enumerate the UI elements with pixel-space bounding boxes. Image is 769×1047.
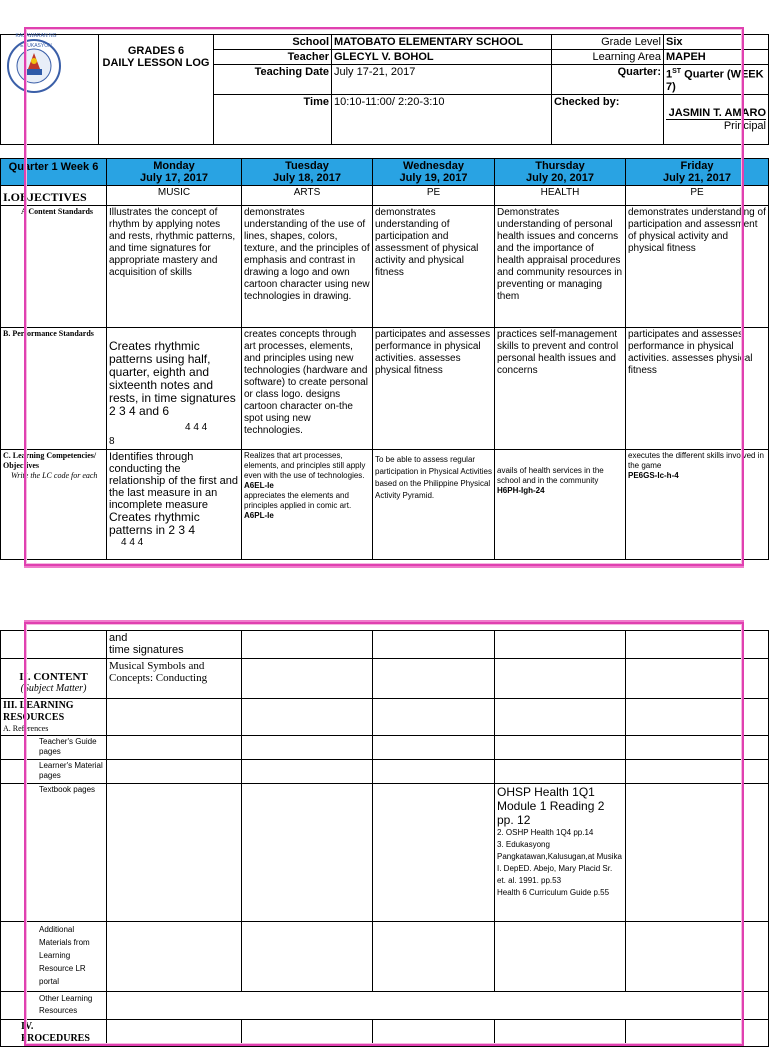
content-sub: (Subject Matter)	[20, 683, 87, 694]
comp-thu	[495, 450, 626, 560]
lm-label: Learner's Material pages	[1, 760, 107, 784]
cont-wed	[373, 631, 495, 659]
tg-label: Teacher's Guide pages	[1, 736, 107, 760]
comp-fri-text: executes the different skills involved in the game	[628, 451, 764, 470]
lr-tue	[242, 699, 373, 736]
comp-tue	[242, 450, 373, 560]
date-value: July 17-21, 2017	[332, 65, 552, 95]
comp-fri-code: PE6GS-Ic-h-4	[628, 471, 679, 480]
content-standards-label	[1, 206, 107, 328]
lm-thu	[495, 760, 626, 784]
comp-mon	[107, 450, 242, 560]
content-wed: demonstrates understanding of participation and assessment of physical activity and physical fitness	[373, 206, 495, 328]
content-tue: demonstrates understanding of the use of lines, shapes, colors, texture, and the principles of emphasis and contrast in drawing a logo and own cartoon character using new technologies in drawing.	[242, 206, 373, 328]
cont-fri	[626, 631, 769, 659]
add-fri	[626, 922, 769, 992]
comp-wed: To be able to assess regular participation in Physical Activities based on the Philippine Physical Activity Pyramid.	[373, 450, 495, 560]
content-mon: Illustrates the concept of rhythm by applying notes and rests, rhythmic patterns, and time signatures for appropriate mastery and acquisition of skills	[107, 206, 242, 328]
day-date-thu: July 20, 2017	[526, 172, 594, 184]
area-label: Learning Area	[552, 50, 664, 65]
tg-tue	[242, 736, 373, 760]
add-label: Additional Materials from Learning Resource LR portal	[1, 922, 107, 992]
school-value: MATOBATO ELEMENTARY SCHOOL	[332, 35, 552, 50]
area-value: MAPEH	[664, 50, 769, 65]
page-gap	[0, 570, 768, 620]
resources-label	[1, 699, 107, 736]
tg-wed	[373, 736, 495, 760]
cont-mon: and time signatures	[107, 631, 242, 659]
comp-tue-a: Realizes that art processes, elements, and principles still apply even with the use of technologies.	[244, 451, 366, 480]
content-label: Content Standards	[28, 207, 94, 216]
comp-mon-a: Identifies through conducting the relationship of the first and the last measure in an incomplete measure	[109, 451, 239, 511]
day-col-fri	[626, 159, 769, 186]
add-tue	[242, 922, 373, 992]
subject-fri: PE	[626, 186, 769, 206]
quarter-week: Quarter (WEEK 7)	[666, 68, 764, 93]
tb-tue	[242, 784, 373, 922]
competencies-label	[1, 450, 107, 560]
content-fri-empty	[626, 659, 769, 699]
comp-thu-code: H6PH-Igh-24	[497, 486, 545, 495]
other-label: Other Learning Resources	[1, 992, 107, 1020]
proc-tue	[242, 1020, 373, 1047]
doc-title	[99, 35, 214, 145]
comp-mon-c: 4 4 4	[121, 537, 144, 548]
week-label: Quarter 1 Week 6	[1, 159, 107, 186]
lm-wed	[373, 760, 495, 784]
tg-thu	[495, 736, 626, 760]
perf-mon	[107, 328, 242, 450]
deped-seal-cell	[1, 35, 99, 145]
ref-label: A. References	[3, 724, 49, 733]
comp-fri	[626, 450, 769, 560]
deped-seal-icon	[7, 33, 61, 93]
grade-value: Six	[664, 35, 769, 50]
performance-standards-label	[1, 328, 107, 450]
perf-fri: participates and assesses performance in physical activities. assesses physical fitness	[626, 328, 769, 450]
proc-thu	[495, 1020, 626, 1047]
day-name-tue: Tuesday	[285, 160, 329, 172]
lr-wed	[373, 699, 495, 736]
perf-wed: participates and assesses performance in physical activities. assesses physical fitness	[373, 328, 495, 450]
perf-mon-tail1: 4 4 4	[185, 422, 208, 433]
content-thu-empty	[495, 659, 626, 699]
add-mon	[107, 922, 242, 992]
tb-thu-list: 2. OSHP Health 1Q4 pp.14 3. Edukasyong Pangkatawan,Kalusugan,at Musika I. DepED. Abejo, Mary Placid Sr. et. al. 1991. pp.53 Health 6 Curriculum Guide p.55	[497, 828, 622, 897]
day-date-wed: July 19, 2017	[399, 172, 468, 184]
tb-thu-main: OHSP Health 1Q1 Module 1 Reading 2 pp. 12	[497, 785, 605, 827]
quarter-sup: ST	[672, 68, 682, 75]
quarter-label: Quarter:	[552, 65, 664, 95]
quarter-value	[664, 65, 769, 95]
content-letter: A	[21, 207, 27, 216]
day-date-fri: July 21, 2017	[663, 172, 731, 184]
day-name-mon: Monday	[153, 160, 195, 172]
tb-mon	[107, 784, 242, 922]
content-mon: Musical Symbols and Concepts: Conducting	[107, 659, 242, 699]
lm-mon	[107, 760, 242, 784]
subject-wed: PE	[373, 186, 495, 206]
subject-thu: HEALTH	[495, 186, 626, 206]
lm-fri	[626, 760, 769, 784]
checker-title: Principal	[666, 119, 766, 132]
comp-label: Learning Competencies/ Objectives	[3, 451, 97, 470]
day-name-thu: Thursday	[535, 160, 585, 172]
checker-cell	[664, 94, 769, 144]
comp-tue-code2: A6PL-Ie	[244, 511, 274, 520]
doc-title-text: GRADES 6 DAILY LESSON LOG	[102, 45, 210, 69]
checked-label: Checked by:	[552, 94, 664, 144]
day-date-mon: July 17, 2017	[140, 172, 208, 184]
objectives-table	[0, 158, 769, 560]
comp-mon-b: Creates rhythmic patterns in 2 3 4	[109, 510, 200, 537]
subject-tue: ARTS	[242, 186, 373, 206]
day-col-mon	[107, 159, 242, 186]
frame-rule-top	[24, 566, 744, 568]
day-col-tue	[242, 159, 373, 186]
perf-mon-main: Creates rhythmic patterns using half, quarter, eighth and sixteenth notes and rests, in time signatures 2 3 4 and 6	[109, 339, 236, 418]
comp-letter: C.	[3, 451, 11, 460]
cont-label-empty	[1, 631, 107, 659]
add-wed	[373, 922, 495, 992]
tb-thu	[495, 784, 626, 922]
comp-note: Write the LC code for each	[11, 471, 98, 480]
proc-fri	[626, 1020, 769, 1047]
school-label: School	[214, 35, 332, 50]
content-wed-empty	[373, 659, 495, 699]
objectives-title: I.OBJECTIVES	[1, 186, 107, 206]
resources-table	[0, 630, 769, 1047]
lr-fri	[626, 699, 769, 736]
tg-mon	[107, 736, 242, 760]
day-date-tue: July 18, 2017	[273, 172, 341, 184]
perf-mon-tail2: 8	[109, 436, 115, 447]
header-table	[0, 34, 769, 145]
cont-tue	[242, 631, 373, 659]
time-value: 10:10-11:00/ 2:20-3:10	[332, 94, 552, 144]
add-thu	[495, 922, 626, 992]
lr-thu	[495, 699, 626, 736]
tb-wed	[373, 784, 495, 922]
subject-mon: MUSIC	[107, 186, 242, 206]
lr-mon	[107, 699, 242, 736]
day-col-wed	[373, 159, 495, 186]
content-fri: demonstrates understanding of participation and assessment of physical activity and physical fitness	[626, 206, 769, 328]
quarter-number: 1	[666, 68, 673, 81]
content-title: II. CONTENT	[19, 671, 88, 683]
content-section-label	[1, 659, 107, 699]
perf-tue: creates concepts through art processes, elements, and principles using new technologies (hardware and software) to create personal or class logo. designs cartoon character on-the spot using new technologies.	[242, 328, 373, 450]
page-two	[0, 620, 768, 1044]
proc-mon	[107, 1020, 242, 1047]
comp-tue-code1: A6EL-Ie	[244, 481, 274, 490]
frame-rule-page2-top	[24, 620, 744, 622]
content-thu: Demonstrates understanding of personal health issues and concerns and the importance of health appraisal procedures and community resources in preventing or managing them	[495, 206, 626, 328]
seal-text: KAGAWARAN NG EDUKASYON	[15, 33, 57, 49]
tb-label: Textbook pages	[1, 784, 107, 922]
comp-thu-text: avails of health services in the school and in the community	[497, 466, 604, 485]
day-name-fri: Friday	[680, 160, 714, 172]
grade-label: Grade Level	[552, 35, 664, 50]
day-col-thu	[495, 159, 626, 186]
proc-label: IV. PROCEDURES	[1, 1020, 107, 1047]
day-name-wed: Wednesday	[403, 160, 464, 172]
lm-tue	[242, 760, 373, 784]
teacher-value: GLECYL V. BOHOL	[332, 50, 552, 65]
date-label: Teaching Date	[214, 65, 332, 95]
perf-thu: practices self-management skills to prevent and control personal health issues and concerns	[495, 328, 626, 450]
tg-fri	[626, 736, 769, 760]
cont-thu	[495, 631, 626, 659]
perf-label: Performance Standards	[12, 329, 94, 338]
proc-wed	[373, 1020, 495, 1047]
content-tue-empty	[242, 659, 373, 699]
tb-fri	[626, 784, 769, 922]
lr-title: III. LEARNING RESOURCES	[3, 700, 74, 723]
teacher-label: Teacher	[214, 50, 332, 65]
time-label: Time	[214, 94, 332, 144]
comp-tue-b: appreciates the elements and principles applied in comic art.	[244, 491, 352, 510]
checker-name: JASMIN T. AMARO	[668, 106, 766, 119]
perf-letter: B.	[3, 329, 11, 338]
other-span	[107, 992, 769, 1020]
